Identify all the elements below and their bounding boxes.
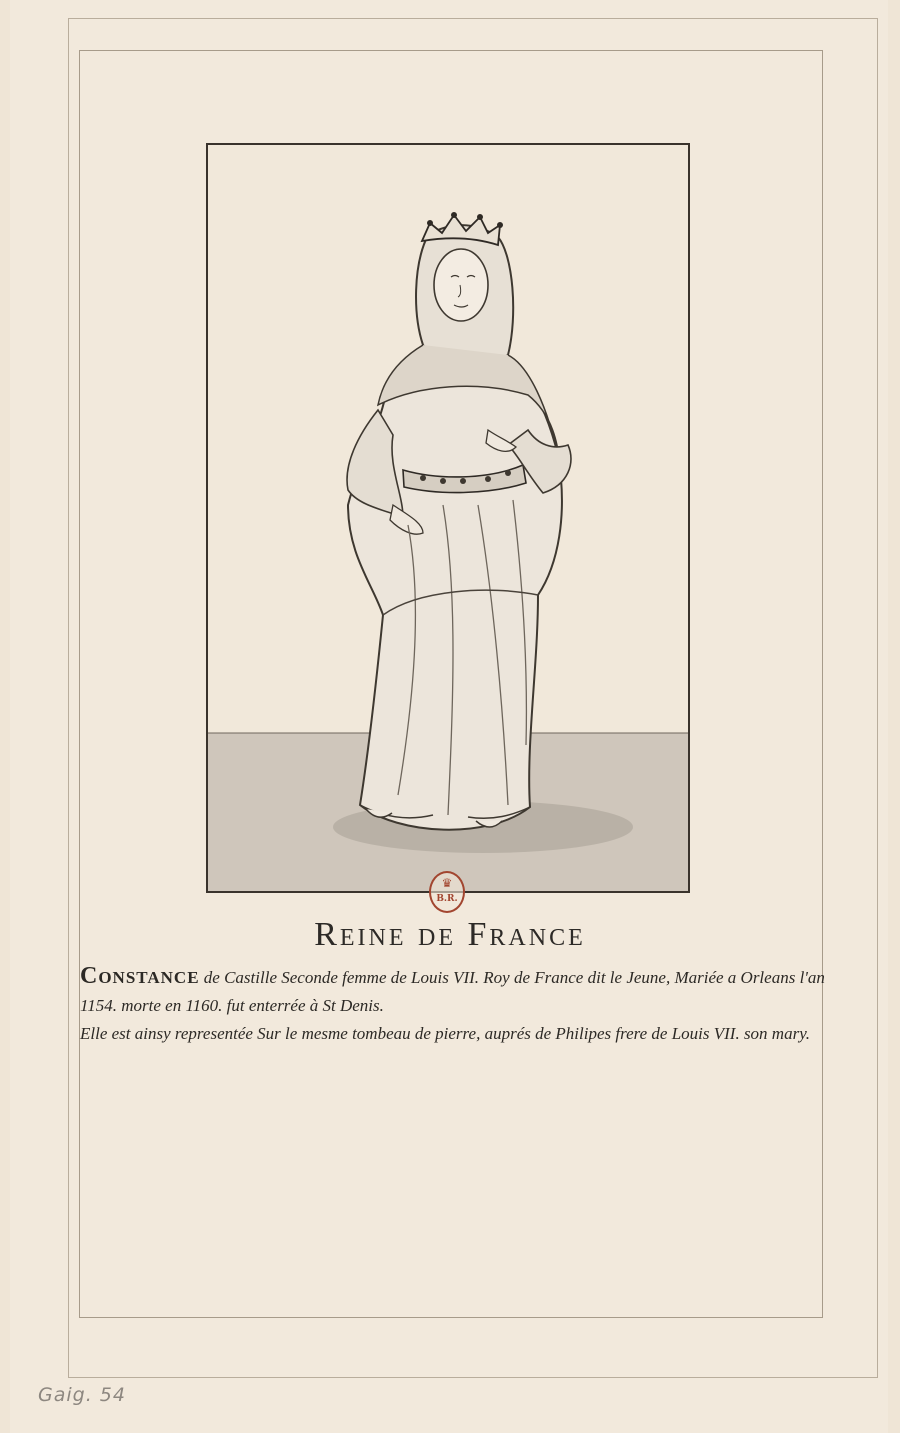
- engraving-plate: [206, 143, 690, 893]
- sitter-name: Constance: [80, 963, 200, 989]
- caption-line-1: [80, 962, 830, 1020]
- caption-line-2: Elle est ainsy representée Sur le mesme tombeau de pierre, auprés de Philipes frere de Louis VII. son mary.: [80, 1024, 811, 1043]
- face: [434, 249, 488, 321]
- pencil-annotation: Gaig. 54: [38, 1384, 126, 1406]
- library-stamp: [429, 871, 465, 913]
- crown-stamp-icon: ♛: [441, 876, 453, 890]
- plate-title: Reine de France: [314, 916, 586, 953]
- caption-description: de Castille Seconde femme de Louis VII. Roy de France dit le Jeune, Mariée a Orleans l'an 1154. morte en 1160. fut enterrée à St Denis.: [80, 968, 825, 1015]
- caption-text: [80, 962, 830, 1048]
- stamp-letters: B.R.: [436, 894, 458, 904]
- queen-figure-drawing: [208, 145, 690, 893]
